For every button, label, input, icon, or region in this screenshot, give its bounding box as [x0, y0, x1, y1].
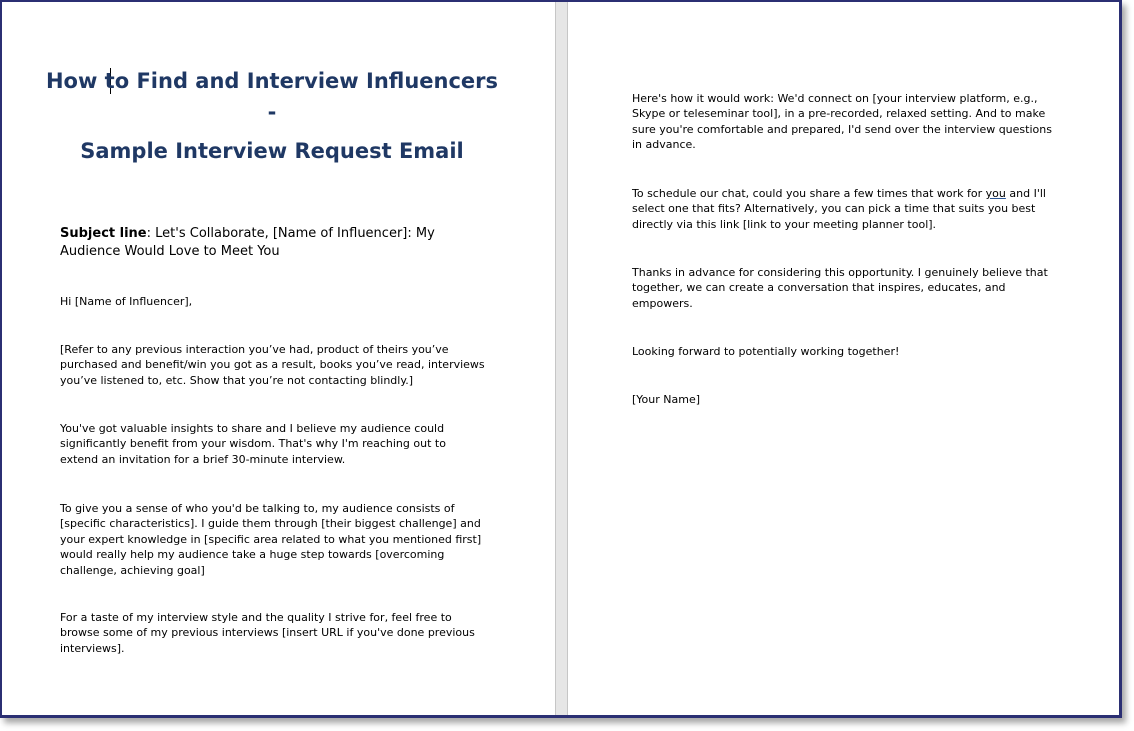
- email-paragraph-how-it-works: Here's how it would work: We'd connect on [your interview platform, e.g., Skype or teleseminar tool], in a pre-recorded, relaxed setting. And to make sure you're comfortable and prepared, I'd send over the interview questions in advance.: [632, 92, 1052, 152]
- email-signature: [Your Name]: [632, 393, 701, 406]
- document-subtitle: Sample Interview Request Email: [80, 139, 464, 163]
- email-paragraph-previous-interaction: [Refer to any previous interaction you’ve had, product of theirs you’ve purchased and benefit/win you got as a result, books you’ve read, interviews you’ve listened to, etc. Show that you’re not contacting blindly.]: [60, 343, 485, 387]
- subject-line: [60, 225, 460, 261]
- subject-line-text: : Let's Collaborate, [Name of Influencer]: My Audience Would Love to Meet You: [60, 226, 435, 259]
- email-paragraph-schedule: [632, 186, 1062, 232]
- document-page-right: [568, 2, 1119, 715]
- page-divider: [555, 2, 568, 715]
- email-paragraph-interview-style: For a taste of my interview style and the quality I strive for, feel free to browse some of my previous interviews [insert URL if you've done previous interviews].: [60, 611, 475, 655]
- document-title: How to Find and Interview Influencers -: [45, 69, 499, 124]
- email-paragraph-audience: To give you a sense of who you'd be talking to, my audience consists of [specific characteristics]. I guide them through [their biggest challenge] and your expert knowledge in [specific area related to what you mentioned first] would really help my audience take a huge step towards [overcoming challenge, achieving goal]: [60, 502, 482, 577]
- email-paragraph-invitation: You've got valuable insights to share and I believe my audience could significantly benefit from your wisdom. That's why I'm reaching out to extend an invitation for a brief 30-minute interview.: [60, 422, 446, 466]
- document-page-left: [2, 2, 555, 715]
- schedule-text-end: and I'll select one that fits? Alternatively, you can pick a time that suits you best directly via this link [link to your meeting planner tool].: [632, 187, 1046, 231]
- you-link[interactable]: you: [985, 187, 1006, 200]
- schedule-text-start: To schedule our chat, could you share a few times that work for: [632, 187, 986, 200]
- email-paragraph-thanks: Thanks in advance for considering this opportunity. I genuinely believe that together, we can create a conversation that inspires, educates, and empowers.: [632, 266, 1048, 310]
- subject-line-label: Subject line: [60, 226, 147, 241]
- email-paragraph-closing: Looking forward to potentially working together!: [632, 345, 900, 358]
- email-greeting: Hi [Name of Influencer],: [60, 295, 193, 308]
